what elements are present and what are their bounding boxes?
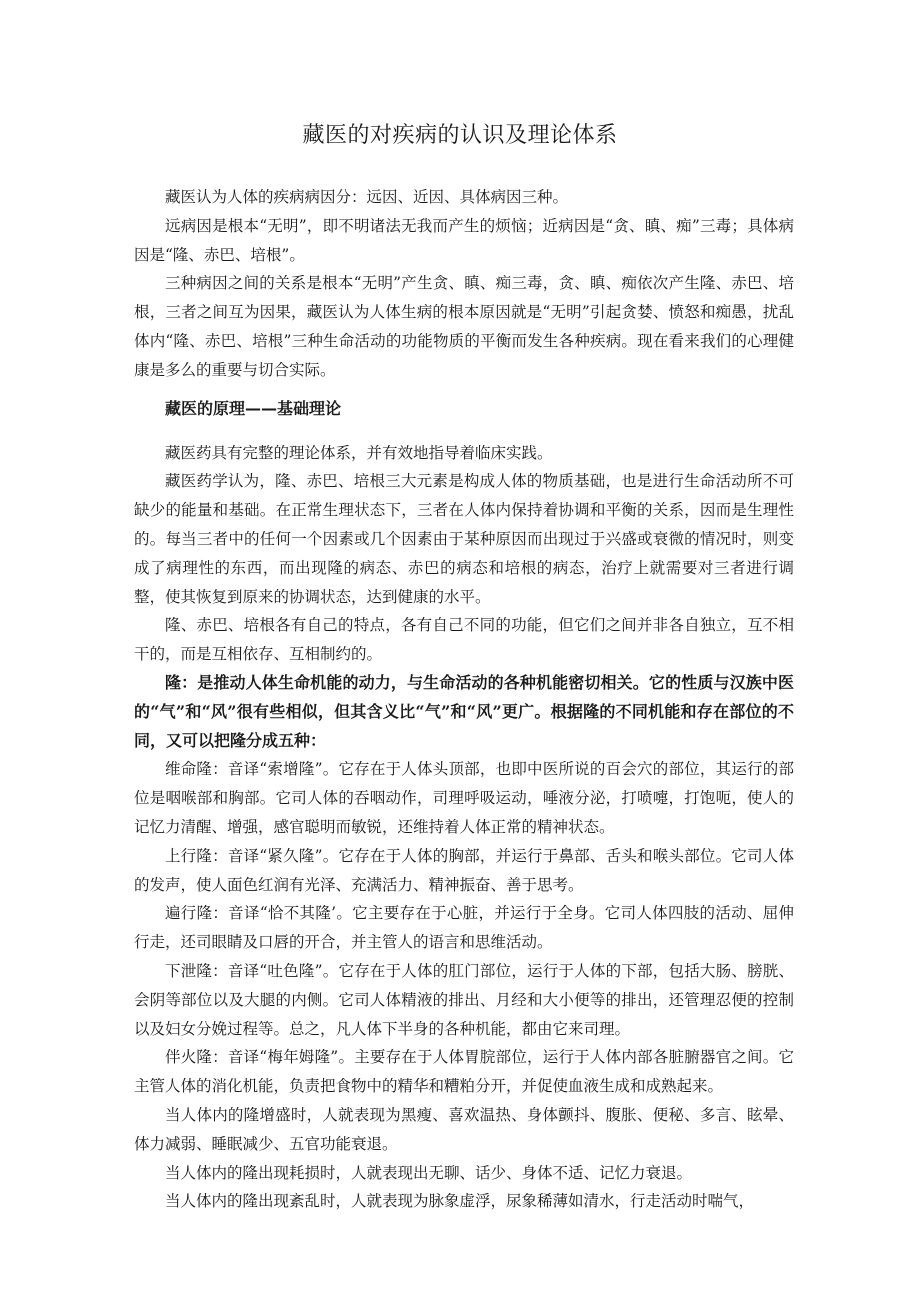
long-state-excess: 当人体内的隆增盛时，人就表现为黑瘦、喜欢温热、身体颤抖、腹胀、便秘、多言、眩晕、体力减弱、睡眠减少、五官功能衰退。 — [134, 1105, 794, 1153]
long-state-disorder: 当人体内的隆出现紊乱时，人就表现为脉象虚浮，尿象稀薄如清水，行走活动时喘气， — [165, 1192, 755, 1211]
long-type-bianxing: 遍行隆：音译“恰不其隆’。它主要存在于心脏，并运行于全身。它司人体四肢的活动、屈伸行走，还司眼睛及口唇的开合，并主管人的语言和思维活动。 — [134, 904, 794, 952]
intro-paragraph-3: 三种病因之间的关系是根本“无明”产生贪、瞋、痴三毒，贪、瞋、痴依次产生隆、赤巴、培根，三者之间互为因果，藏医认为人体生病的根本原因就是“无明”引起贪婪、愤怒和痴愚，扰乱体内“隆、赤巴、培根”三种生命活动的功能物质的平衡而发生各种疾病。现在看来我们的心理健康是多么的重要与切合实际。 — [134, 274, 794, 379]
section-heading: 藏医的原理——基础理论 — [165, 398, 342, 418]
long-type-banhuo: 伴火隆：音译“梅年姆隆”。主要存在于人体胃脘部位，运行于人体内部各脏腑器官之间。它主管人体的消化机能，负责把食物中的精华和糟粕分开，并促使血液生成和成熟起来。 — [134, 1048, 794, 1096]
intro-paragraph-1: 藏医认为人体的疾病病因分：远因、近因、具体病因三种。 — [165, 188, 569, 206]
long-type-weiming: 维命隆：音译“索增隆”。它存在于人体头顶部，也即中医所说的百会穴的部位，其运行的部位是咽喉部和胸部。它司人体的吞咽动作，司理呼吸运动，唾液分泌，打喷嚏，打饱呃，使人的记忆力清醒、增强，感官聪明而敏锐，还维持着人体正常的精神状态。 — [134, 760, 794, 836]
body-paragraph-1: 藏医药具有完整的理论体系，并有效地指导着临床实践。 — [165, 443, 553, 462]
document-title: 藏医的对疾病的认识及理论体系 — [302, 123, 618, 148]
body-paragraph-2: 藏医药学认为，隆、赤巴、培根三大元素是构成人体的物质基础，也是进行生命活动所不可缺少的能量和基础。在正常生理状态下，三者在人体内保持着协调和平衡的关系，因而是生理性的。每当三者中的任何一个因素或几个因素由于某种原因而出现过于兴盛或衰微的情况时，则变成了病理性的东西，而出现隆的病态、赤巴的病态和培根的病态，治疗上就需要对三者进行调整，使其恢复到原来的协调状态，达到健康的水平。 — [134, 472, 794, 606]
long-state-depletion: 当人体内的隆出现耗损时，人就表现出无聊、话少、身体不适、记忆力衰退。 — [165, 1163, 693, 1182]
document-body — [134, 183, 794, 1216]
long-type-shangxing: 上行隆：音译“紧久隆”。它存在于人体的胸部，并运行于鼻部、舌头和喉头部位。它司人体的发声，使人面色红润有光泽、充满活力、精神振奋、善于思考。 — [134, 846, 794, 894]
intro-paragraph-2: 远病因是根本“无明”，即不明诸法无我而产生的烦恼；近病因是“贪、瞋、痴”三毒；具体病因是“隆、赤巴、培根”。 — [134, 216, 794, 264]
body-paragraph-3: 隆、赤巴、培根各有自己的特点，各有自己不同的功能，但它们之间并非各自独立，互不相干的，而是互相依存、互相制约的。 — [134, 616, 794, 664]
long-definition-paragraph: 隆：是推动人体生命机能的动力，与生命活动的各种机能密切相关。它的性质与汉族中医的“气”和“风”很有些相似，但其含义比“气”和“风”更广。根据隆的不同机能和存在部位的不同，又可以把隆分成五种： — [134, 672, 794, 750]
long-type-xiaxie: 下泄隆：音译“吐色隆”。它存在于人体的肛门部位，运行于人体的下部，包括大肠、膀胱、会阴等部位以及大腿的内侧。它司人体精液的排出、月经和大小便等的排出，还管理忍便的控制以及妇女分娩过程等。总之，凡人体下半身的各种机能，都由它来司理。 — [134, 961, 794, 1038]
